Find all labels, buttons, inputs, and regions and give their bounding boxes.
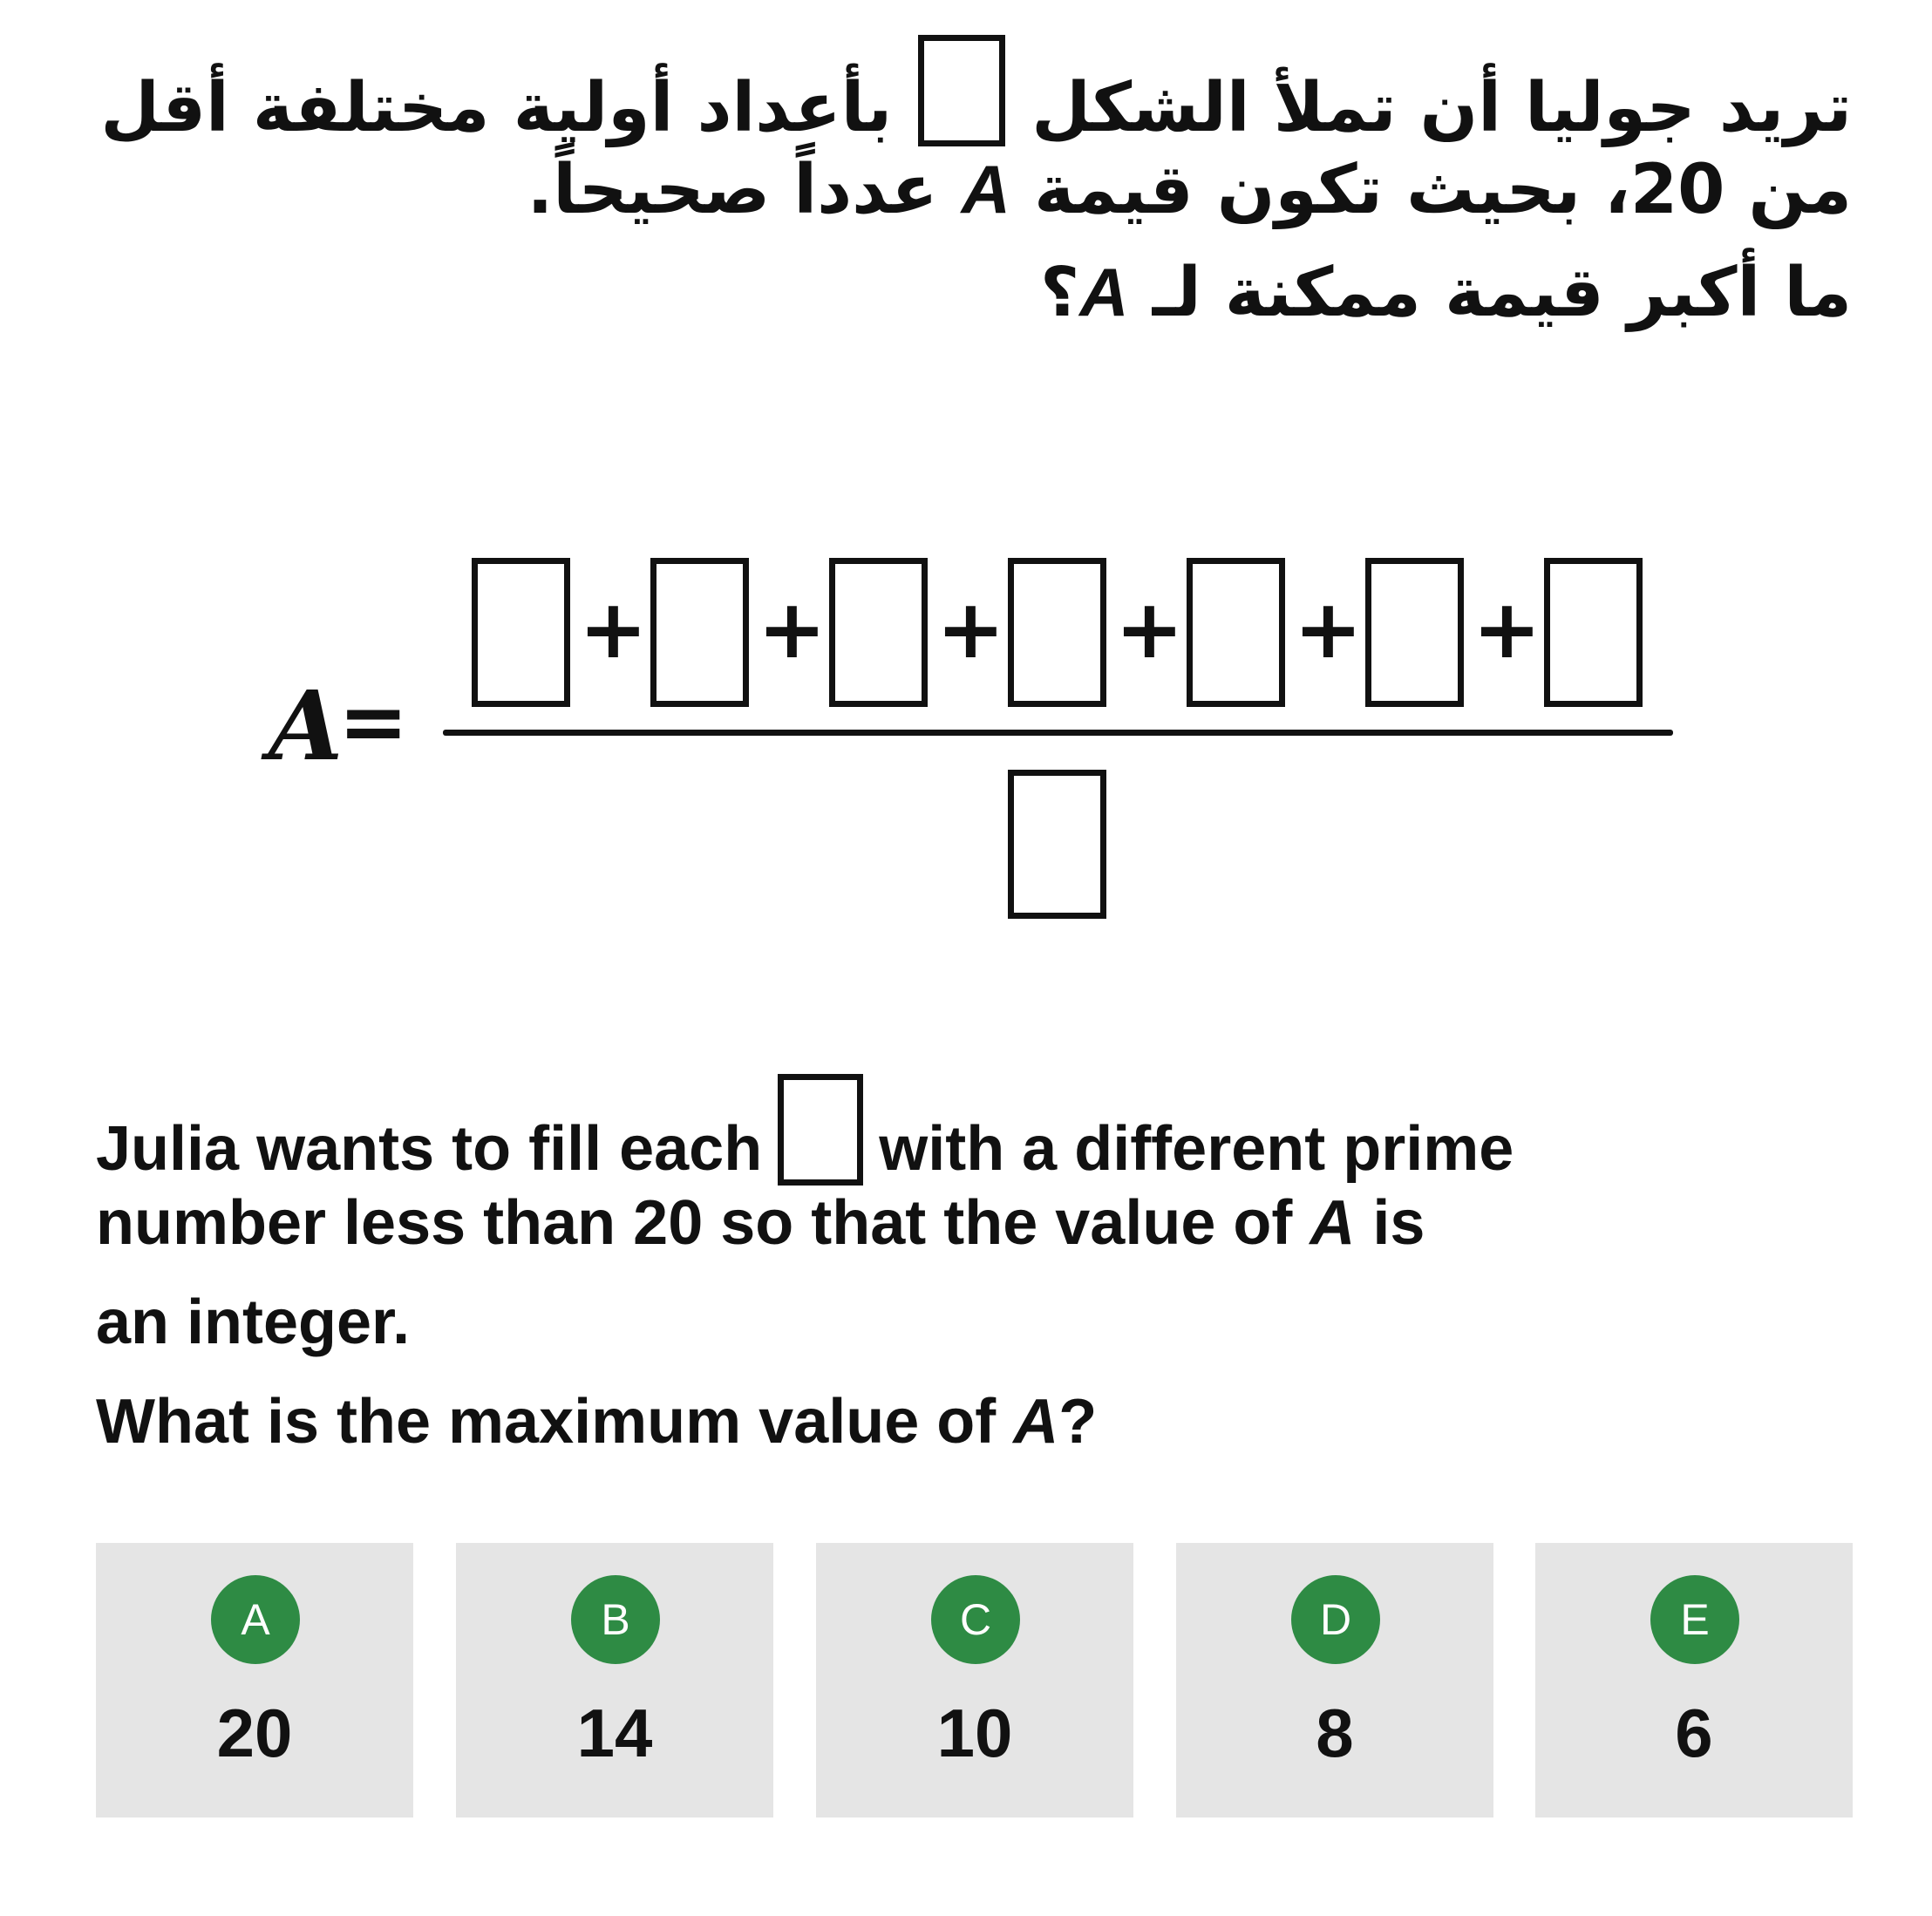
english-text: an integer. (96, 1288, 411, 1357)
option-value: 8 (1316, 1695, 1354, 1771)
arabic-text: تريد جوليا أن تملأ الشكل (1031, 69, 1852, 147)
numerator-box-1 (472, 558, 570, 707)
variable-a: A (1013, 1387, 1059, 1457)
numerator-box-5 (1187, 558, 1285, 707)
english-line-3 (96, 1273, 1514, 1372)
arabic-text: ؟ (1040, 254, 1080, 332)
plus-sign: + (936, 582, 1005, 677)
english-text: is (1372, 1188, 1425, 1258)
plus-sign: + (758, 582, 827, 677)
option-e[interactable] (1535, 1543, 1853, 1817)
numerator-box-7 (1544, 558, 1643, 707)
numerator-box-6 (1365, 558, 1464, 707)
plus-sign: + (579, 582, 648, 677)
english-text: Julia wants to fill each (96, 1114, 763, 1184)
option-letter-badge: C (931, 1575, 1020, 1664)
english-line-2 (96, 1173, 1514, 1273)
english-text: number less than 20 so that the value of (96, 1188, 1293, 1258)
answer-options (96, 1543, 1853, 1817)
formula-variable: A (269, 669, 344, 782)
fraction-bar (443, 730, 1673, 736)
variable-a: A (961, 151, 1010, 228)
option-letter-badge: D (1291, 1575, 1380, 1664)
option-c[interactable] (816, 1543, 1133, 1817)
plus-sign: + (1473, 582, 1541, 677)
english-text: with a different prime (879, 1114, 1514, 1184)
english-line-4 (96, 1372, 1514, 1471)
numerator-box-4 (1008, 558, 1106, 707)
variable-a: A (1310, 1188, 1356, 1258)
plus-sign: + (1294, 582, 1363, 677)
option-a[interactable] (96, 1543, 413, 1817)
option-b[interactable] (456, 1543, 773, 1817)
plus-sign: + (1115, 582, 1184, 677)
option-value: 6 (1675, 1695, 1713, 1771)
arabic-text: بأعداد أولية مختلفة أقل (100, 69, 893, 147)
arabic-text: ما أكبر قيمة ممكنة لـ (1152, 254, 1852, 332)
numerator-box-2 (650, 558, 749, 707)
english-text: ? (1058, 1387, 1098, 1457)
denominator-box (1008, 770, 1106, 919)
option-d[interactable] (1176, 1543, 1493, 1817)
option-value: 14 (576, 1695, 653, 1771)
option-value: 20 (216, 1695, 293, 1771)
option-letter-badge: A (211, 1575, 300, 1664)
english-question (96, 1074, 1514, 1471)
variable-a: A (1079, 254, 1129, 330)
empty-box-icon (778, 1074, 863, 1186)
numerator-box-3 (829, 558, 928, 707)
equals-sign: = (338, 673, 409, 771)
arabic-text: عدداً صحيحاً. (527, 151, 938, 229)
arabic-text: من 20، بحيث تكون قيمة (1034, 151, 1852, 229)
english-text: What is the maximum value of (96, 1387, 997, 1457)
english-line-1 (96, 1074, 1514, 1184)
option-value: 10 (936, 1695, 1013, 1771)
option-letter-badge: E (1650, 1575, 1739, 1664)
option-letter-badge: B (571, 1575, 660, 1664)
